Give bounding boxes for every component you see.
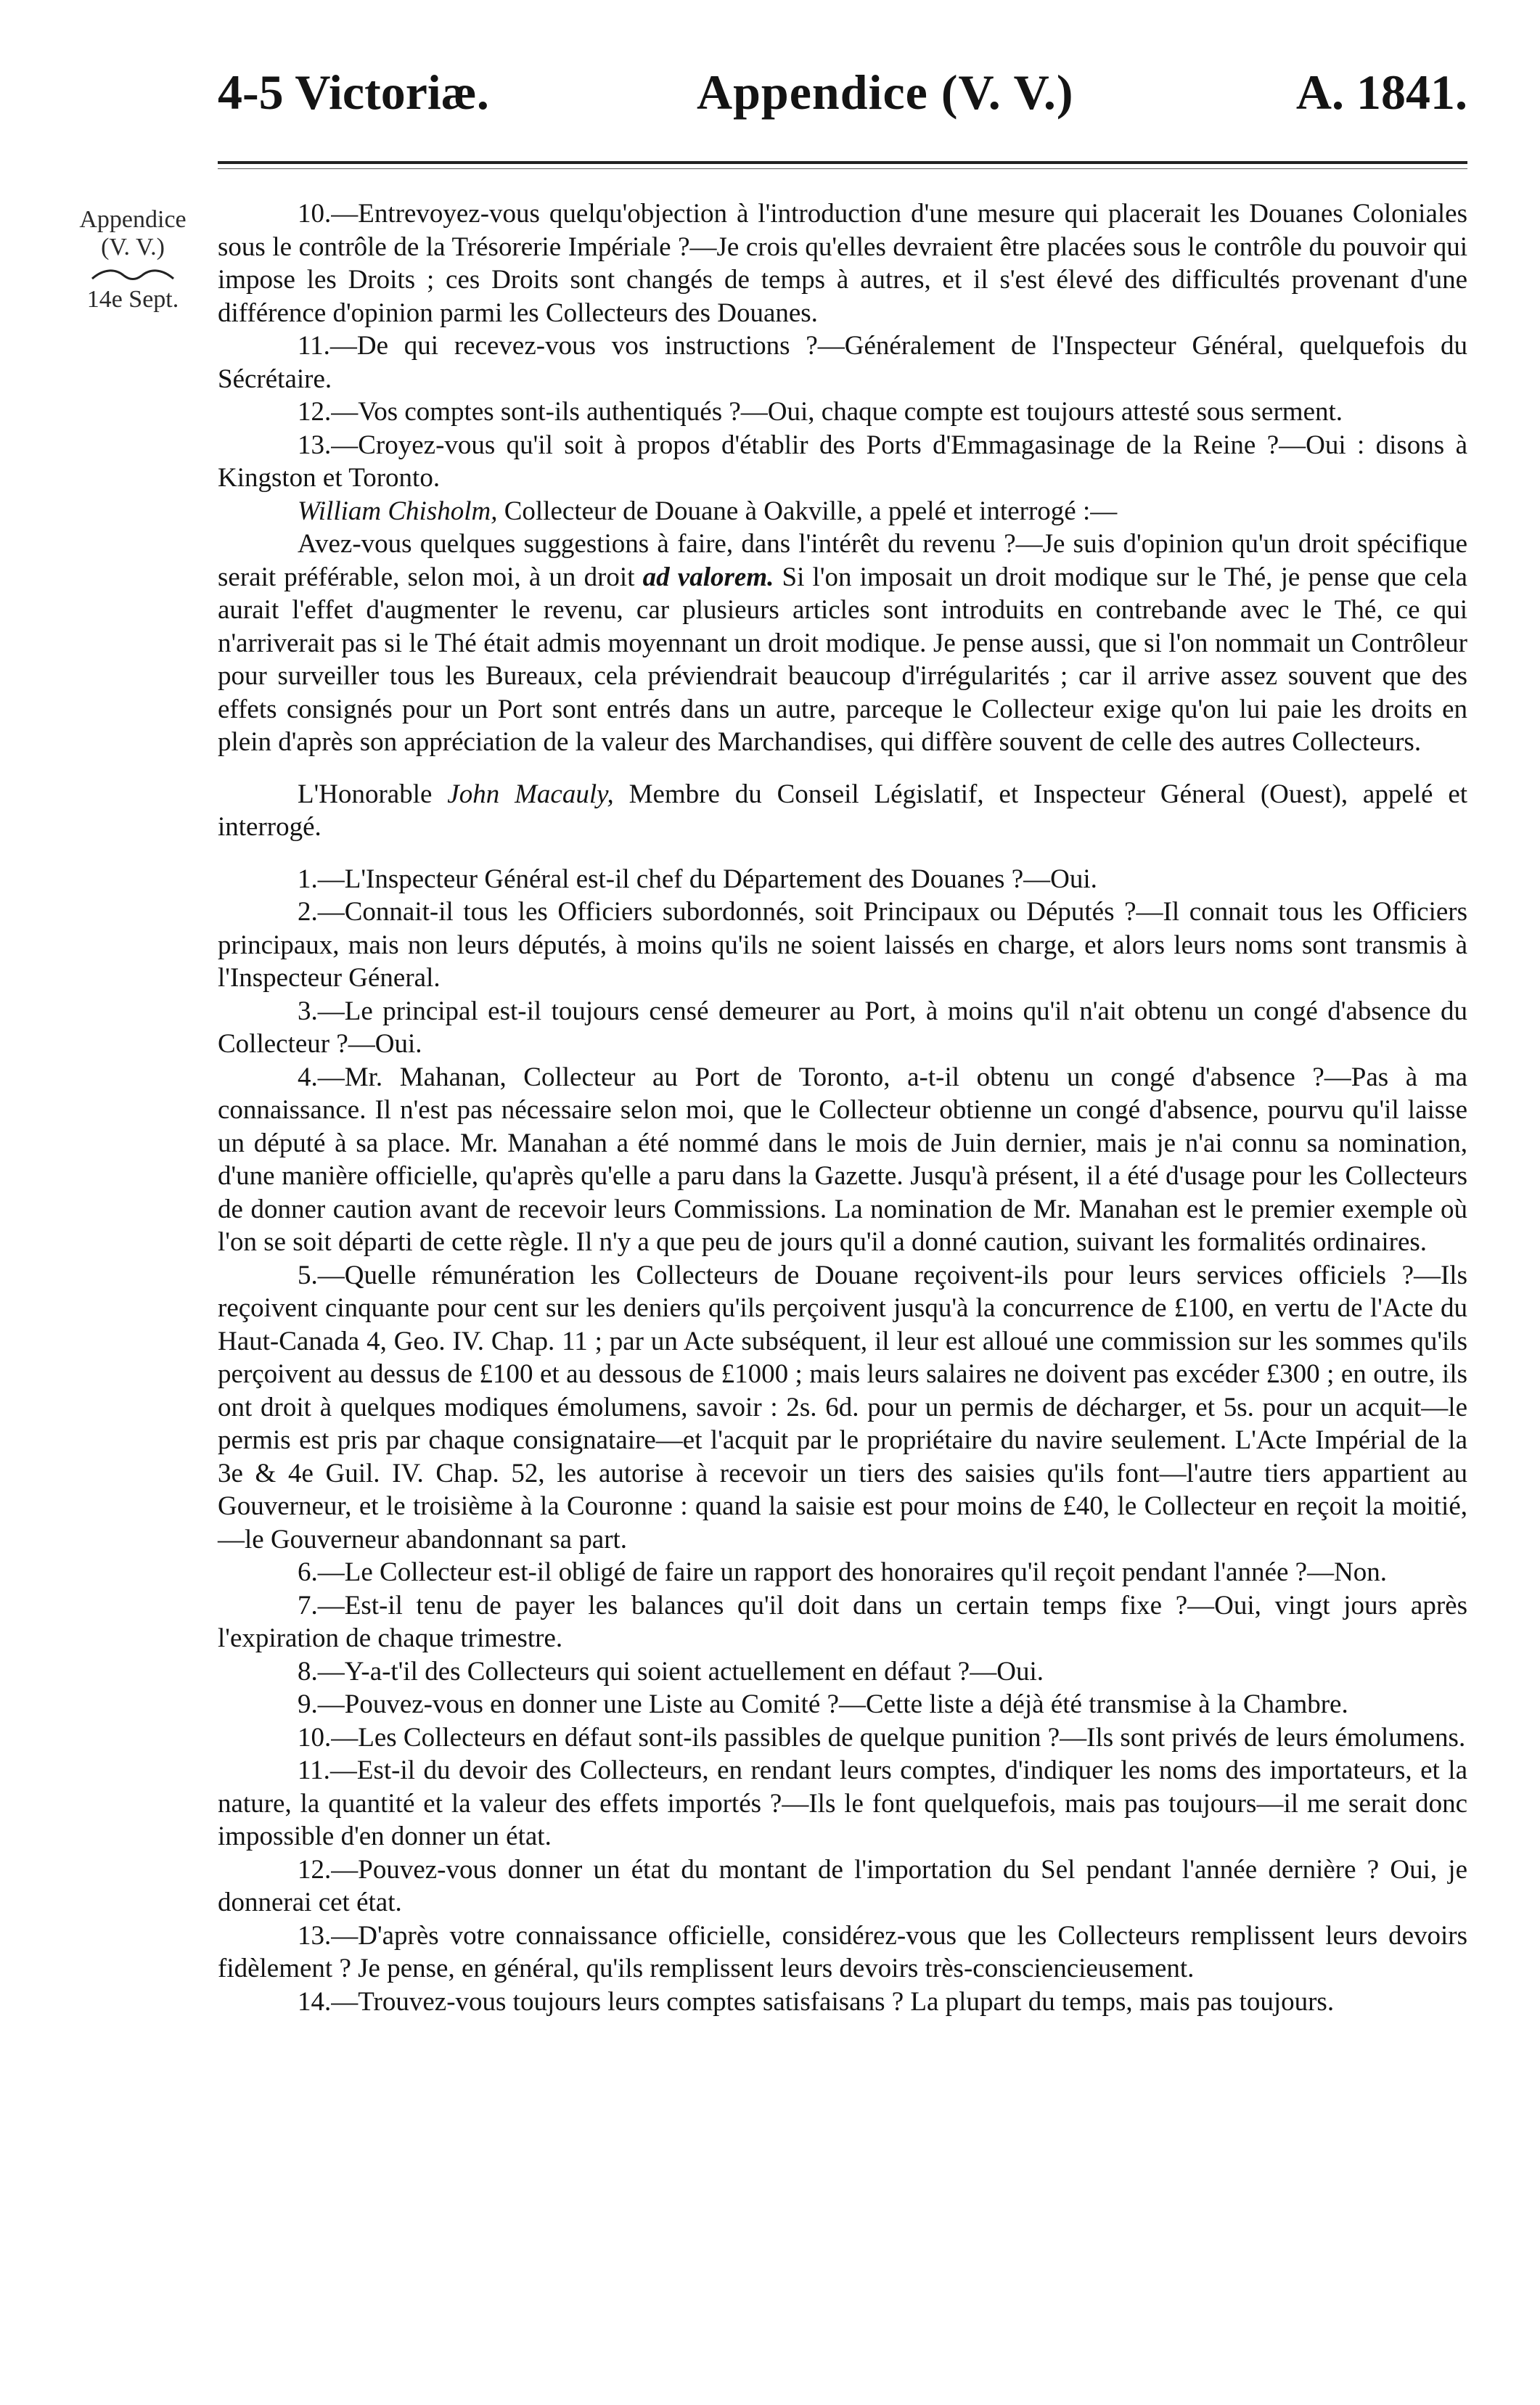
header-year: A. 1841. bbox=[1295, 65, 1467, 120]
header-rule-thin bbox=[218, 168, 1467, 169]
paragraph: 12.—Vos comptes sont-ils authentiqués ?—Oui, chaque compte est toujours attesté sous serment. bbox=[298, 397, 1343, 427]
witness-desc: Collecteur de Douane à Oakville, a ppelé et interrogé :— bbox=[497, 496, 1118, 526]
text-run: Si l'on imposait un droit modique sur le Thé, je pense que cela aurait l'effet d'augmenter le revenu, car plusieurs articles sont introduits en contrebande avec le Thé, ce qui n'arriverait pas si le Thé était admis moyennant un droit modique. Je pense aussi, que si l'on nommait un Contrôleur pour surveiller tous les Bureaux, cela préviendrait beaucoup d'irrégularités ; car il arrive assez souvent que des effets consignés pour un Port sont entrés dans un autre, parceque le Collecteur exige qu'on lui paie les droits en plein d'après son appréciation de la valeur des Marchandises, qui diffère souvent de celle des autres Collecteurs. bbox=[218, 562, 1467, 757]
margin-appendix-code: (V. V.) bbox=[101, 234, 165, 261]
question: 12.—Pouvez-vous donner un état du montant de l'importation du Sel pendant l'année dernière ? Oui, je donnerai cet état. bbox=[218, 1854, 1467, 1917]
question: 7.—Est-il tenu de payer les balances qu'il doit dans un certain temps fixe ?—Oui, vingt jours après l'expiration de chaque trimestre. bbox=[218, 1590, 1467, 1653]
question: 8.—Y-a-t'il des Collecteurs qui soient actuellement en défaut ?—Oui. bbox=[298, 1656, 1044, 1687]
page-body bbox=[218, 197, 1467, 2018]
witness-desc: Membre du Conseil Législatif, et Inspecteur Géneral (Ouest), appelé et interrogé. bbox=[218, 779, 1468, 842]
question: 4.—Mr. Mahanan, Collecteur au Port de Toronto, a-t-il obtenu un congé d'absence ?—Pas à ma connaissance. Il n'est pas nécessaire selon moi, que le Collecteur obtienne un congé d'absence, pourvu qu'il laisse un député à sa place. Mr. Manahan a été nommé dans le mois de Juin dernier, mais je n'ai connu sa nomination, d'une manière officielle, qu'après qu'elle a paru dans la Gazette. Jusqu'à présent, il a été d'usage pour les Collecteurs de donner caution avant de recevoir leurs Commissions. La nomination de Mr. Manahan est le premier exemple où l'on se soit départi de cette règle. Il n'y a que peu de jours qu'il a donné caution, suivant les formalités ordinaires. bbox=[218, 1062, 1467, 1257]
question: 14.—Trouvez-vous toujours leurs comptes satisfaisans ? La plupart du temps, mais pas toujours. bbox=[298, 1986, 1335, 2017]
witness-name: William Chisholm, bbox=[298, 496, 498, 526]
question: 1.—L'Inspecteur Général est-il chef du Département des Douanes ?—Oui. bbox=[298, 864, 1097, 894]
header-appendix: Appendice (V. V.) bbox=[697, 65, 1074, 120]
text-run: Avez-vous quelques suggestions à faire, dans l'intérêt du revenu ?—Je suis d'opinion qu'un droit spécifique serait préférable, selon moi, à un droit bbox=[218, 529, 1467, 592]
question: 11.—Est-il du devoir des Collecteurs, en rendant leurs comptes, d'indiquer les noms des importateurs, et la nature, la quantité et la valeur des effets importés ?—Ils le font quelquefois, mais pas toujours—il me serait donc impossible d'en donner un état. bbox=[218, 1755, 1467, 1851]
paragraph: 13.—Croyez-vous qu'il soit à propos d'établir des Ports d'Emmagasinage de la Reine ?—Oui : disons à Kingston et Toronto. bbox=[218, 430, 1467, 493]
text-run: L'Honorable bbox=[298, 779, 448, 809]
paragraph bbox=[218, 528, 1467, 759]
header-rule bbox=[218, 161, 1467, 164]
question: 3.—Le principal est-il toujours censé demeurer au Port, à moins qu'il n'ait obtenu un congé d'absence du Collecteur ?—Oui. bbox=[218, 996, 1467, 1059]
paragraph: 11.—De qui recevez-vous vos instructions ?—Généralement de l'Inspecteur Général, quelquefois du Sécrétaire. bbox=[218, 331, 1467, 394]
witness-intro bbox=[218, 495, 1467, 528]
question: 2.—Connait-il tous les Officiers subordonnés, soit Principaux ou Députés ?—Il connait tous les Officiers principaux, mais non leurs députés, à moins qu'ils ne soient laissés en charge, et alors leurs noms sont transmis à l'Inspecteur Géneral. bbox=[218, 897, 1467, 993]
margin-appendix: Appendice bbox=[79, 206, 187, 233]
flourish-icon bbox=[89, 267, 176, 283]
header-session: 4-5 Victoriæ. bbox=[218, 65, 489, 120]
margin-note bbox=[71, 206, 194, 314]
latin-term: ad valorem. bbox=[642, 562, 774, 592]
paragraph: 10.—Entrevoyez-vous quelqu'objection à l'introduction d'une mesure qui placerait les Douanes Coloniales sous le contrôle de la Trésorerie Impériale ?—Je crois qu'elles devraient être placées sous le contrôle du pouvoir qui impose les Droits ; ces Droits sont changés de temps à autres, et il s'est élevé des difficultés provenant d'une différence d'opinion parmi les Collecteurs des Douanes. bbox=[218, 199, 1467, 328]
witness-intro bbox=[218, 778, 1467, 844]
question: 13.—D'après votre connaissance officielle, considérez-vous que les Collecteurs remplissent leurs devoirs fidèlement ? Je pense, en général, qu'ils remplissent leurs devoirs très-consciencieusement. bbox=[218, 1920, 1467, 1983]
witness-name: John Macauly, bbox=[447, 779, 614, 809]
question: 5.—Quelle rémunération les Collecteurs de Douane reçoivent-ils pour leurs services officiels ?—Ils reçoivent cinquante pour cent sur les deniers qu'ils perçoivent jusqu'à la concurrence de £100, en vertu de l'Acte du Haut-Canada 4, Geo. IV. Chap. 11 ; par un Acte subséquent, il leur est alloué une commission sur les sommes qu'ils perçoivent au dessus de £100 et au dessous de £1000 ; mais leurs salaires ne doivent pas excéder £300 ; en outre, ils ont droit à quelques modiques émolumens, savoir : 2s. 6d. pour un permis de décharger, et 5s. pour un acquit—le permis est pris par chaque consignataire—et l'acquit par le propriétaire du navire seulement. L'Acte Impérial de la 3e & 4e Guil. IV. Chap. 52, les autorise à recevoir un tiers des saisies qu'ils font—l'autre tiers appartient au Gouverneur, et le troisième à la Couronne : quand la saisie est pour moins de £40, le Collecteur en reçoit la moitié,—le Gouverneur abandonnant sa part. bbox=[218, 1260, 1467, 1554]
question: 9.—Pouvez-vous en donner une Liste au Comité ?—Cette liste a déjà été transmise à la Chambre. bbox=[298, 1689, 1348, 1719]
margin-date: 14e Sept. bbox=[86, 286, 179, 313]
question: 10.—Les Collecteurs en défaut sont-ils passibles de quelque punition ?—Ils sont privés de leurs émolumens. bbox=[298, 1722, 1466, 1753]
page-header bbox=[218, 64, 1467, 151]
question: 6.—Le Collecteur est-il obligé de faire un rapport des honoraires qu'il reçoit pendant l'année ?—Non. bbox=[298, 1557, 1388, 1587]
